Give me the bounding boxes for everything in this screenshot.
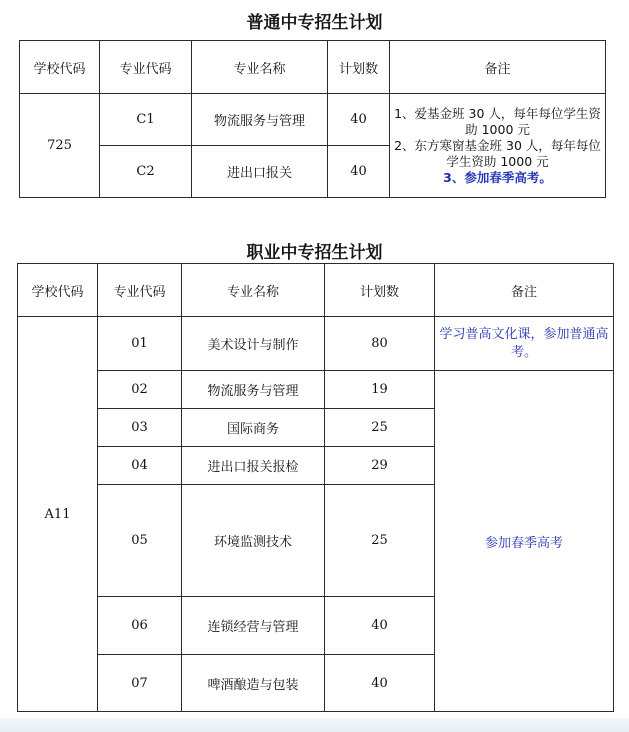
table2-header-row <box>18 264 614 317</box>
header-remarks: 备注 <box>435 264 614 317</box>
major-code-cell: 02 <box>98 371 182 409</box>
remarks-cell-highlight: 学习普高文化课，参加普通高考。 <box>435 317 614 371</box>
major-name-cell: 物流服务与管理 <box>192 94 328 146</box>
page-footer-strip <box>0 718 629 732</box>
plan-count-cell: 40 <box>325 655 435 712</box>
plan-count-cell: 29 <box>325 447 435 485</box>
plan-count-cell: 40 <box>328 146 390 198</box>
plan-count-cell: 19 <box>325 371 435 409</box>
header-major-code: 专业代码 <box>100 41 192 94</box>
major-name-cell: 连锁经营与管理 <box>182 597 325 655</box>
header-major-code: 专业代码 <box>98 264 182 317</box>
table-row <box>20 94 606 146</box>
major-code-cell: 06 <box>98 597 182 655</box>
major-name-cell: 啤酒酿造与包装 <box>182 655 325 712</box>
major-name-cell: 物流服务与管理 <box>182 371 325 409</box>
major-code-cell: 03 <box>98 409 182 447</box>
remark-line-highlight: 3、参加春季高考。 <box>443 169 552 185</box>
remarks-cell <box>390 94 606 198</box>
header-major-name: 专业名称 <box>182 264 325 317</box>
school-code-cell: A11 <box>18 317 98 712</box>
table1-header-row <box>20 41 606 94</box>
major-name-cell: 国际商务 <box>182 409 325 447</box>
major-code-cell: 07 <box>98 655 182 712</box>
major-name-cell: 美术设计与制作 <box>182 317 325 371</box>
header-remarks: 备注 <box>390 41 606 94</box>
major-code-cell: 05 <box>98 485 182 597</box>
table2-title: 职业中专招生计划 <box>246 243 383 263</box>
table1-title: 普通中专招生计划 <box>246 13 383 33</box>
header-major-name: 专业名称 <box>192 41 328 94</box>
table-row <box>18 371 614 409</box>
major-code-cell: C2 <box>100 146 192 198</box>
major-name-cell: 环境监测技术 <box>182 485 325 597</box>
header-school-code: 学校代码 <box>20 41 100 94</box>
table-row <box>18 317 614 371</box>
header-plan-count: 计划数 <box>325 264 435 317</box>
general-plan-table <box>19 40 606 198</box>
vocational-plan-table <box>17 263 614 712</box>
major-name-cell: 进出口报关报检 <box>182 447 325 485</box>
plan-count-cell: 25 <box>325 485 435 597</box>
header-school-code: 学校代码 <box>18 264 98 317</box>
remark-line: 2、东方寒窗基金班 30 人，每年每位学生资助 1000 元 <box>394 137 601 169</box>
header-plan-count: 计划数 <box>328 41 390 94</box>
major-name-cell: 进出口报关 <box>192 146 328 198</box>
plan-count-cell: 25 <box>325 409 435 447</box>
major-code-cell: C1 <box>100 94 192 146</box>
plan-count-cell: 80 <box>325 317 435 371</box>
remark-line: 1、爱基金班 30 人，每年每位学生资助 1000 元 <box>394 105 601 137</box>
remarks-cell-highlight: 参加春季高考 <box>435 371 614 712</box>
plan-count-cell: 40 <box>325 597 435 655</box>
major-code-cell: 04 <box>98 447 182 485</box>
plan-count-cell: 40 <box>328 94 390 146</box>
major-code-cell: 01 <box>98 317 182 371</box>
school-code-cell: 725 <box>20 94 100 198</box>
